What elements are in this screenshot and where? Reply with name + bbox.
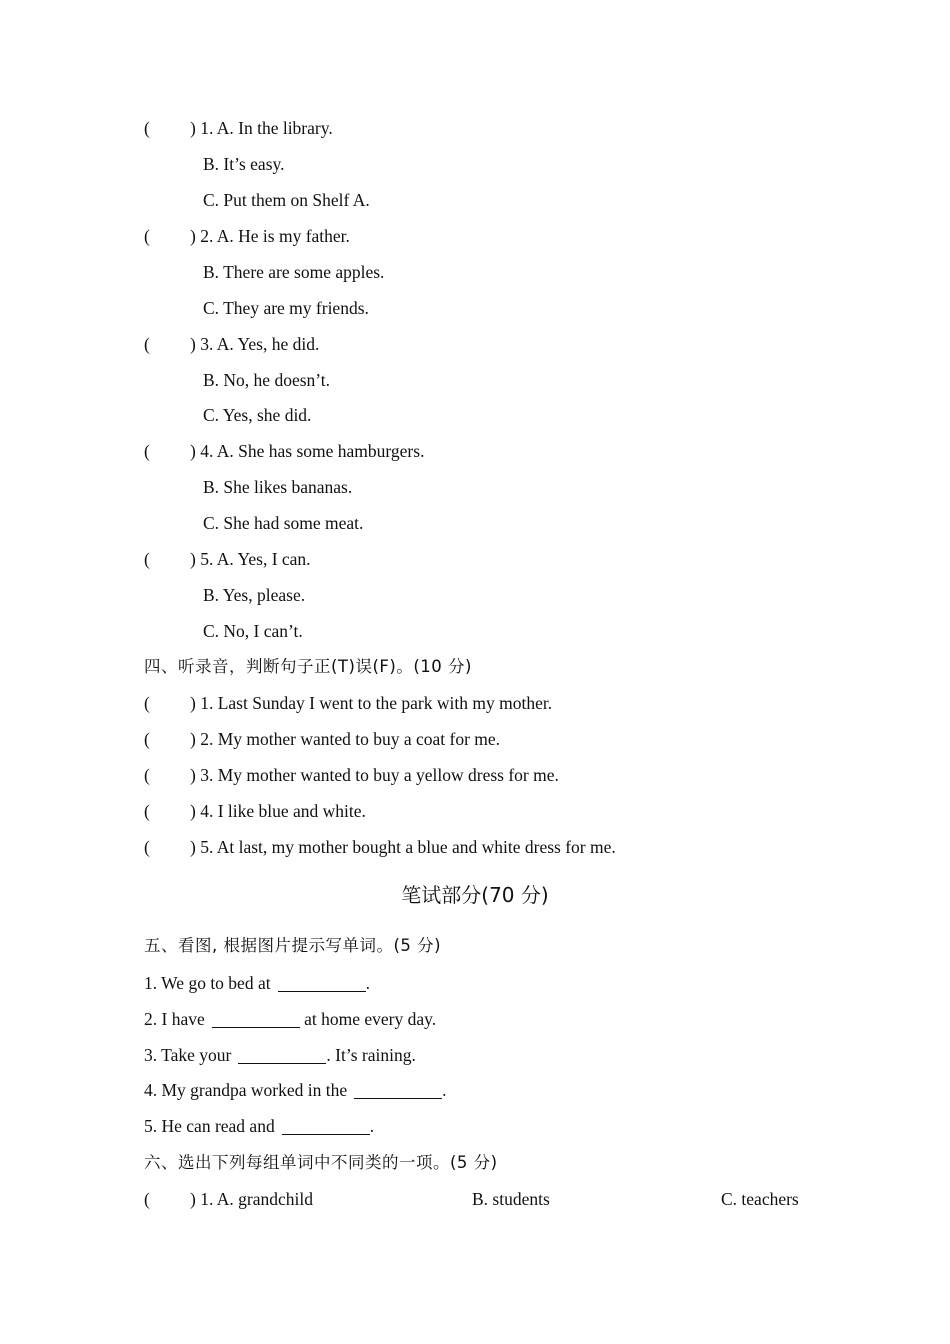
s5-item-4-tail: . bbox=[442, 1080, 447, 1100]
s5-item-3-text: 3. Take your bbox=[144, 1045, 232, 1065]
s5-item-5-tail: . bbox=[369, 1116, 375, 1136]
s4-item-1 bbox=[144, 692, 552, 714]
s4-item-4-text: ) 4. I like blue and white. bbox=[190, 801, 366, 821]
fill-blank[interactable] bbox=[282, 1116, 370, 1135]
answer-bracket[interactable]: ( bbox=[144, 729, 150, 749]
s4-item-2 bbox=[144, 728, 500, 750]
section5-heading: 五、看图, 根据图片提示写单词。(5 分) bbox=[144, 936, 442, 955]
answer-bracket[interactable]: ( bbox=[144, 693, 150, 713]
fill-blank[interactable] bbox=[212, 1009, 300, 1028]
section4-heading: 四、听录音，判断句子正(T)误(F)。(10 分) bbox=[144, 657, 472, 676]
s4-item-3 bbox=[144, 764, 559, 786]
s5-item-1 bbox=[144, 972, 370, 994]
answer-bracket[interactable]: ( bbox=[144, 1189, 150, 1209]
s3-q4-option-b: B. She likes bananas. bbox=[203, 477, 353, 497]
s4-item-5-text: ) 5. At last, my mother bought a blue and white dress for me. bbox=[190, 837, 616, 857]
section6-heading: 六、选出下列每组单词中不同类的一项。(5 分) bbox=[144, 1153, 498, 1172]
s4-item-4 bbox=[144, 800, 366, 822]
answer-bracket[interactable]: ( bbox=[144, 801, 150, 821]
answer-bracket[interactable]: ( bbox=[144, 226, 150, 246]
s4-item-2-text: ) 2. My mother wanted to buy a coat for me. bbox=[190, 729, 501, 749]
s3-q4-option-c: C. She had some meat. bbox=[203, 513, 364, 533]
s5-item-5 bbox=[144, 1115, 374, 1137]
answer-bracket[interactable]: ( bbox=[144, 441, 150, 461]
s3-q3-option-b: B. No, he doesn’t. bbox=[203, 370, 331, 390]
s3-q3-option-c: C. Yes, she did. bbox=[203, 405, 312, 425]
s3-q3-line-a bbox=[144, 333, 319, 355]
fill-blank[interactable] bbox=[354, 1080, 442, 1099]
s3-q3-option-a: ) 3. A. Yes, he did. bbox=[190, 334, 320, 354]
s4-item-3-text: ) 3. My mother wanted to buy a yellow dress for me. bbox=[190, 765, 559, 785]
s3-q2-line-a bbox=[144, 225, 350, 247]
written-part-title: 笔试部分(70 分) bbox=[401, 883, 549, 907]
s5-item-1-tail: . bbox=[365, 973, 370, 993]
s4-item-1-text: ) 1. Last Sunday I went to the park with my mother. bbox=[190, 693, 553, 713]
s4-item-5 bbox=[144, 836, 616, 858]
s3-q1-line-a bbox=[144, 117, 333, 139]
s6-q1-option-a: ) 1. A. grandchild bbox=[190, 1189, 313, 1209]
answer-bracket[interactable]: ( bbox=[144, 118, 150, 138]
s3-q5-option-a: ) 5. A. Yes, I can. bbox=[190, 549, 311, 569]
answer-bracket[interactable]: ( bbox=[144, 837, 150, 857]
s5-item-1-text: 1. We go to bed at bbox=[144, 973, 271, 993]
s3-q2-option-c: C. They are my friends. bbox=[203, 298, 369, 318]
s3-q2-option-b: B. There are some apples. bbox=[203, 262, 385, 282]
s6-q1-option-c: C. teachers bbox=[721, 1189, 799, 1209]
s3-q4-option-a: ) 4. A. She has some hamburgers. bbox=[190, 441, 425, 461]
s6-q1-option-b: B. students bbox=[472, 1189, 550, 1209]
fill-blank[interactable] bbox=[278, 973, 366, 992]
s3-q5-option-b: B. Yes, please. bbox=[203, 585, 306, 605]
s3-q5-option-c: C. No, I can’t. bbox=[203, 621, 303, 641]
answer-bracket[interactable]: ( bbox=[144, 765, 150, 785]
answer-bracket[interactable]: ( bbox=[144, 334, 150, 354]
s5-item-2-text: 2. I have bbox=[144, 1009, 205, 1029]
s5-item-5-text: 5. He can read and bbox=[144, 1116, 275, 1136]
s5-item-2 bbox=[144, 1008, 436, 1030]
s5-item-4-text: 4. My grandpa worked in the bbox=[144, 1080, 348, 1100]
fill-blank[interactable] bbox=[238, 1045, 326, 1064]
s3-q5-line-a bbox=[144, 548, 311, 570]
s3-q1-option-b: B. It’s easy. bbox=[203, 154, 285, 174]
s5-item-3 bbox=[144, 1044, 416, 1066]
s5-item-4 bbox=[144, 1079, 447, 1101]
s6-q1 bbox=[144, 1188, 313, 1210]
answer-bracket[interactable]: ( bbox=[144, 549, 150, 569]
s3-q4-line-a bbox=[144, 440, 424, 462]
s5-item-2-tail: at home every day. bbox=[299, 1009, 437, 1029]
s3-q1-option-c: C. Put them on Shelf A. bbox=[203, 190, 370, 210]
s3-q2-option-a: ) 2. A. He is my father. bbox=[190, 226, 350, 246]
s3-q1-option-a: ) 1. A. In the library. bbox=[190, 118, 333, 138]
s5-item-3-tail: . It’s raining. bbox=[326, 1045, 416, 1065]
